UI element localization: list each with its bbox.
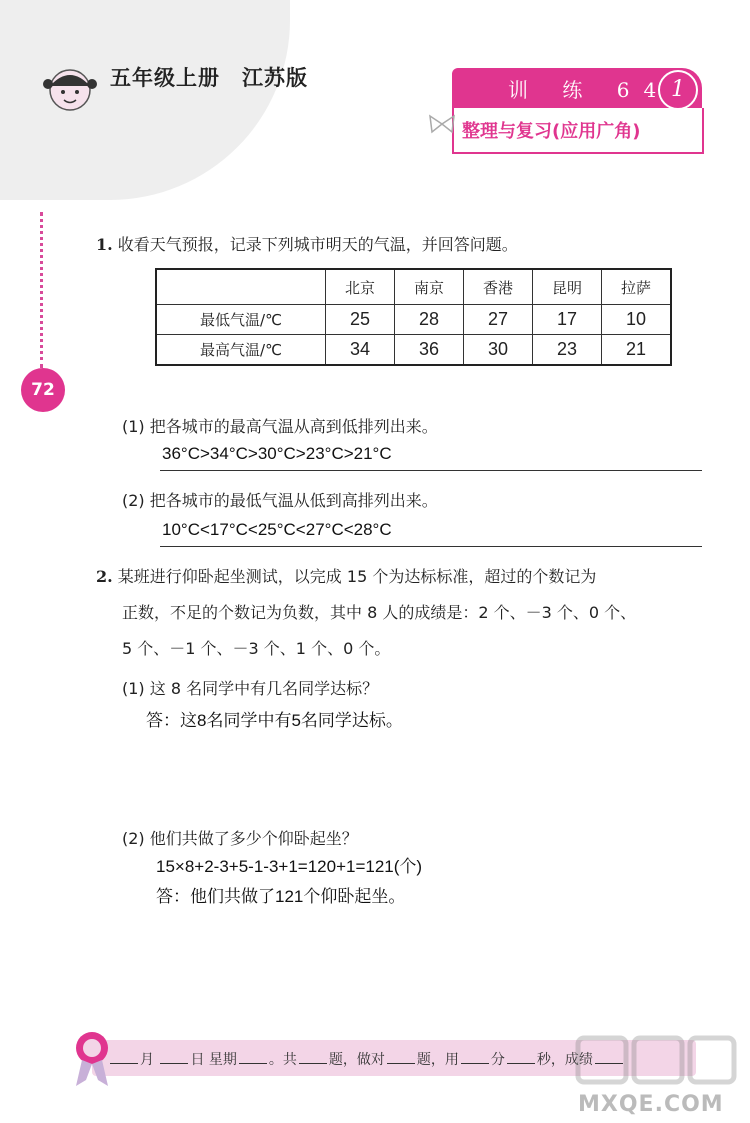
footer-questions: 题，做对	[328, 1052, 385, 1068]
table-cell: 17	[533, 305, 602, 335]
total-blank[interactable]	[299, 1063, 327, 1064]
table-cell: 25	[326, 305, 395, 335]
bow-icon	[428, 112, 456, 136]
grade-title: 五年级上册 江苏版	[110, 66, 308, 90]
table-cell: 21	[602, 335, 672, 366]
table-cell: 23	[533, 335, 602, 366]
table-header-cell: 香港	[464, 269, 533, 305]
table-row	[156, 305, 671, 335]
table-header-cell: 南京	[395, 269, 464, 305]
table-cell: 34	[326, 335, 395, 366]
minutes-blank[interactable]	[461, 1063, 489, 1064]
training-label: 训 练 64	[508, 78, 671, 102]
answer-line	[160, 546, 702, 547]
weekday-blank[interactable]	[239, 1063, 267, 1064]
watermark-text: MXQE.COM	[578, 1092, 724, 1117]
q2-sub2-answer: 答：他们共做了121个仰卧起坐。	[156, 887, 406, 906]
row-label: 最高气温/℃	[156, 335, 326, 366]
footer-record-line	[108, 1049, 625, 1069]
topic-title: 整理与复习(应用广角)	[462, 121, 641, 142]
footer-questions2: 题，用	[416, 1052, 459, 1068]
temperature-table	[155, 268, 672, 366]
footer-minutes: 分	[490, 1052, 505, 1068]
q1-sub2-answer: 10°C<17°C<25°C<27°C<28°C	[162, 520, 392, 539]
table-header-row	[156, 269, 671, 305]
q2-line3: 5 个、－1 个、－3 个、1 个、0 个。	[122, 639, 391, 658]
q2-sub1-answer: 答：这8名同学中有5名同学达标。	[146, 711, 403, 730]
q2-line1	[96, 564, 596, 587]
q2-sub1-prompt: (1) 这 8 名同学中有几名同学达标？	[122, 679, 379, 698]
q1-sub1-prompt: (1) 把各城市的最高气温从高到低排列出来。	[122, 417, 438, 436]
footer-total: 。共	[268, 1052, 297, 1068]
q2-sub2-prompt: (2) 他们共做了多少个仰卧起坐？	[122, 829, 358, 848]
month-blank[interactable]	[110, 1063, 138, 1064]
footer-weekday: 星期	[208, 1052, 237, 1068]
q1-number: 1.	[96, 235, 113, 254]
table-cell: 28	[395, 305, 464, 335]
q2-sub2-calc: 15×8+2-3+5-1-3+1=120+1=121(个)	[156, 857, 423, 876]
q1-sub1-answer: 36°C>34°C>30°C>23°C>21°C	[162, 444, 392, 463]
table-header-cell: 北京	[326, 269, 395, 305]
footer-month: 月	[140, 1052, 154, 1068]
seconds-blank[interactable]	[507, 1063, 535, 1064]
q1-text: 收看天气预报，记录下列城市明天的气温，并回答问题。	[117, 235, 518, 254]
q2-text-line1: 某班进行仰卧起坐测试，以完成 15 个为达标标准，超过的个数记为	[117, 567, 597, 586]
footer-day: 日	[190, 1052, 205, 1068]
table-row	[156, 335, 671, 366]
table-cell: 27	[464, 305, 533, 335]
page-number: 72	[21, 368, 65, 412]
correct-blank[interactable]	[387, 1063, 415, 1064]
table-cell: 36	[395, 335, 464, 366]
answer-line	[160, 470, 702, 471]
table-header-cell: 昆明	[533, 269, 602, 305]
mascot-girl-icon	[40, 62, 100, 118]
row-label: 最低气温/℃	[156, 305, 326, 335]
table-cell: 10	[602, 305, 672, 335]
table-cell: 30	[464, 335, 533, 366]
q1-prompt	[96, 232, 518, 255]
training-number-circle: 1	[658, 70, 698, 110]
day-blank[interactable]	[160, 1063, 188, 1064]
q1-sub2-prompt: (2) 把各城市的最低气温从低到高排列出来。	[122, 491, 438, 510]
footer-seconds-score: 秒，成绩	[536, 1052, 593, 1068]
table-header-cell	[156, 269, 326, 305]
table-header-cell: 拉萨	[602, 269, 672, 305]
q2-line2: 正数，不足的个数记为负数，其中 8 人的成绩是：2 个、－3 个、0 个、	[122, 603, 637, 622]
margin-dotted-line	[40, 212, 43, 368]
q2-number: 2.	[96, 567, 113, 586]
